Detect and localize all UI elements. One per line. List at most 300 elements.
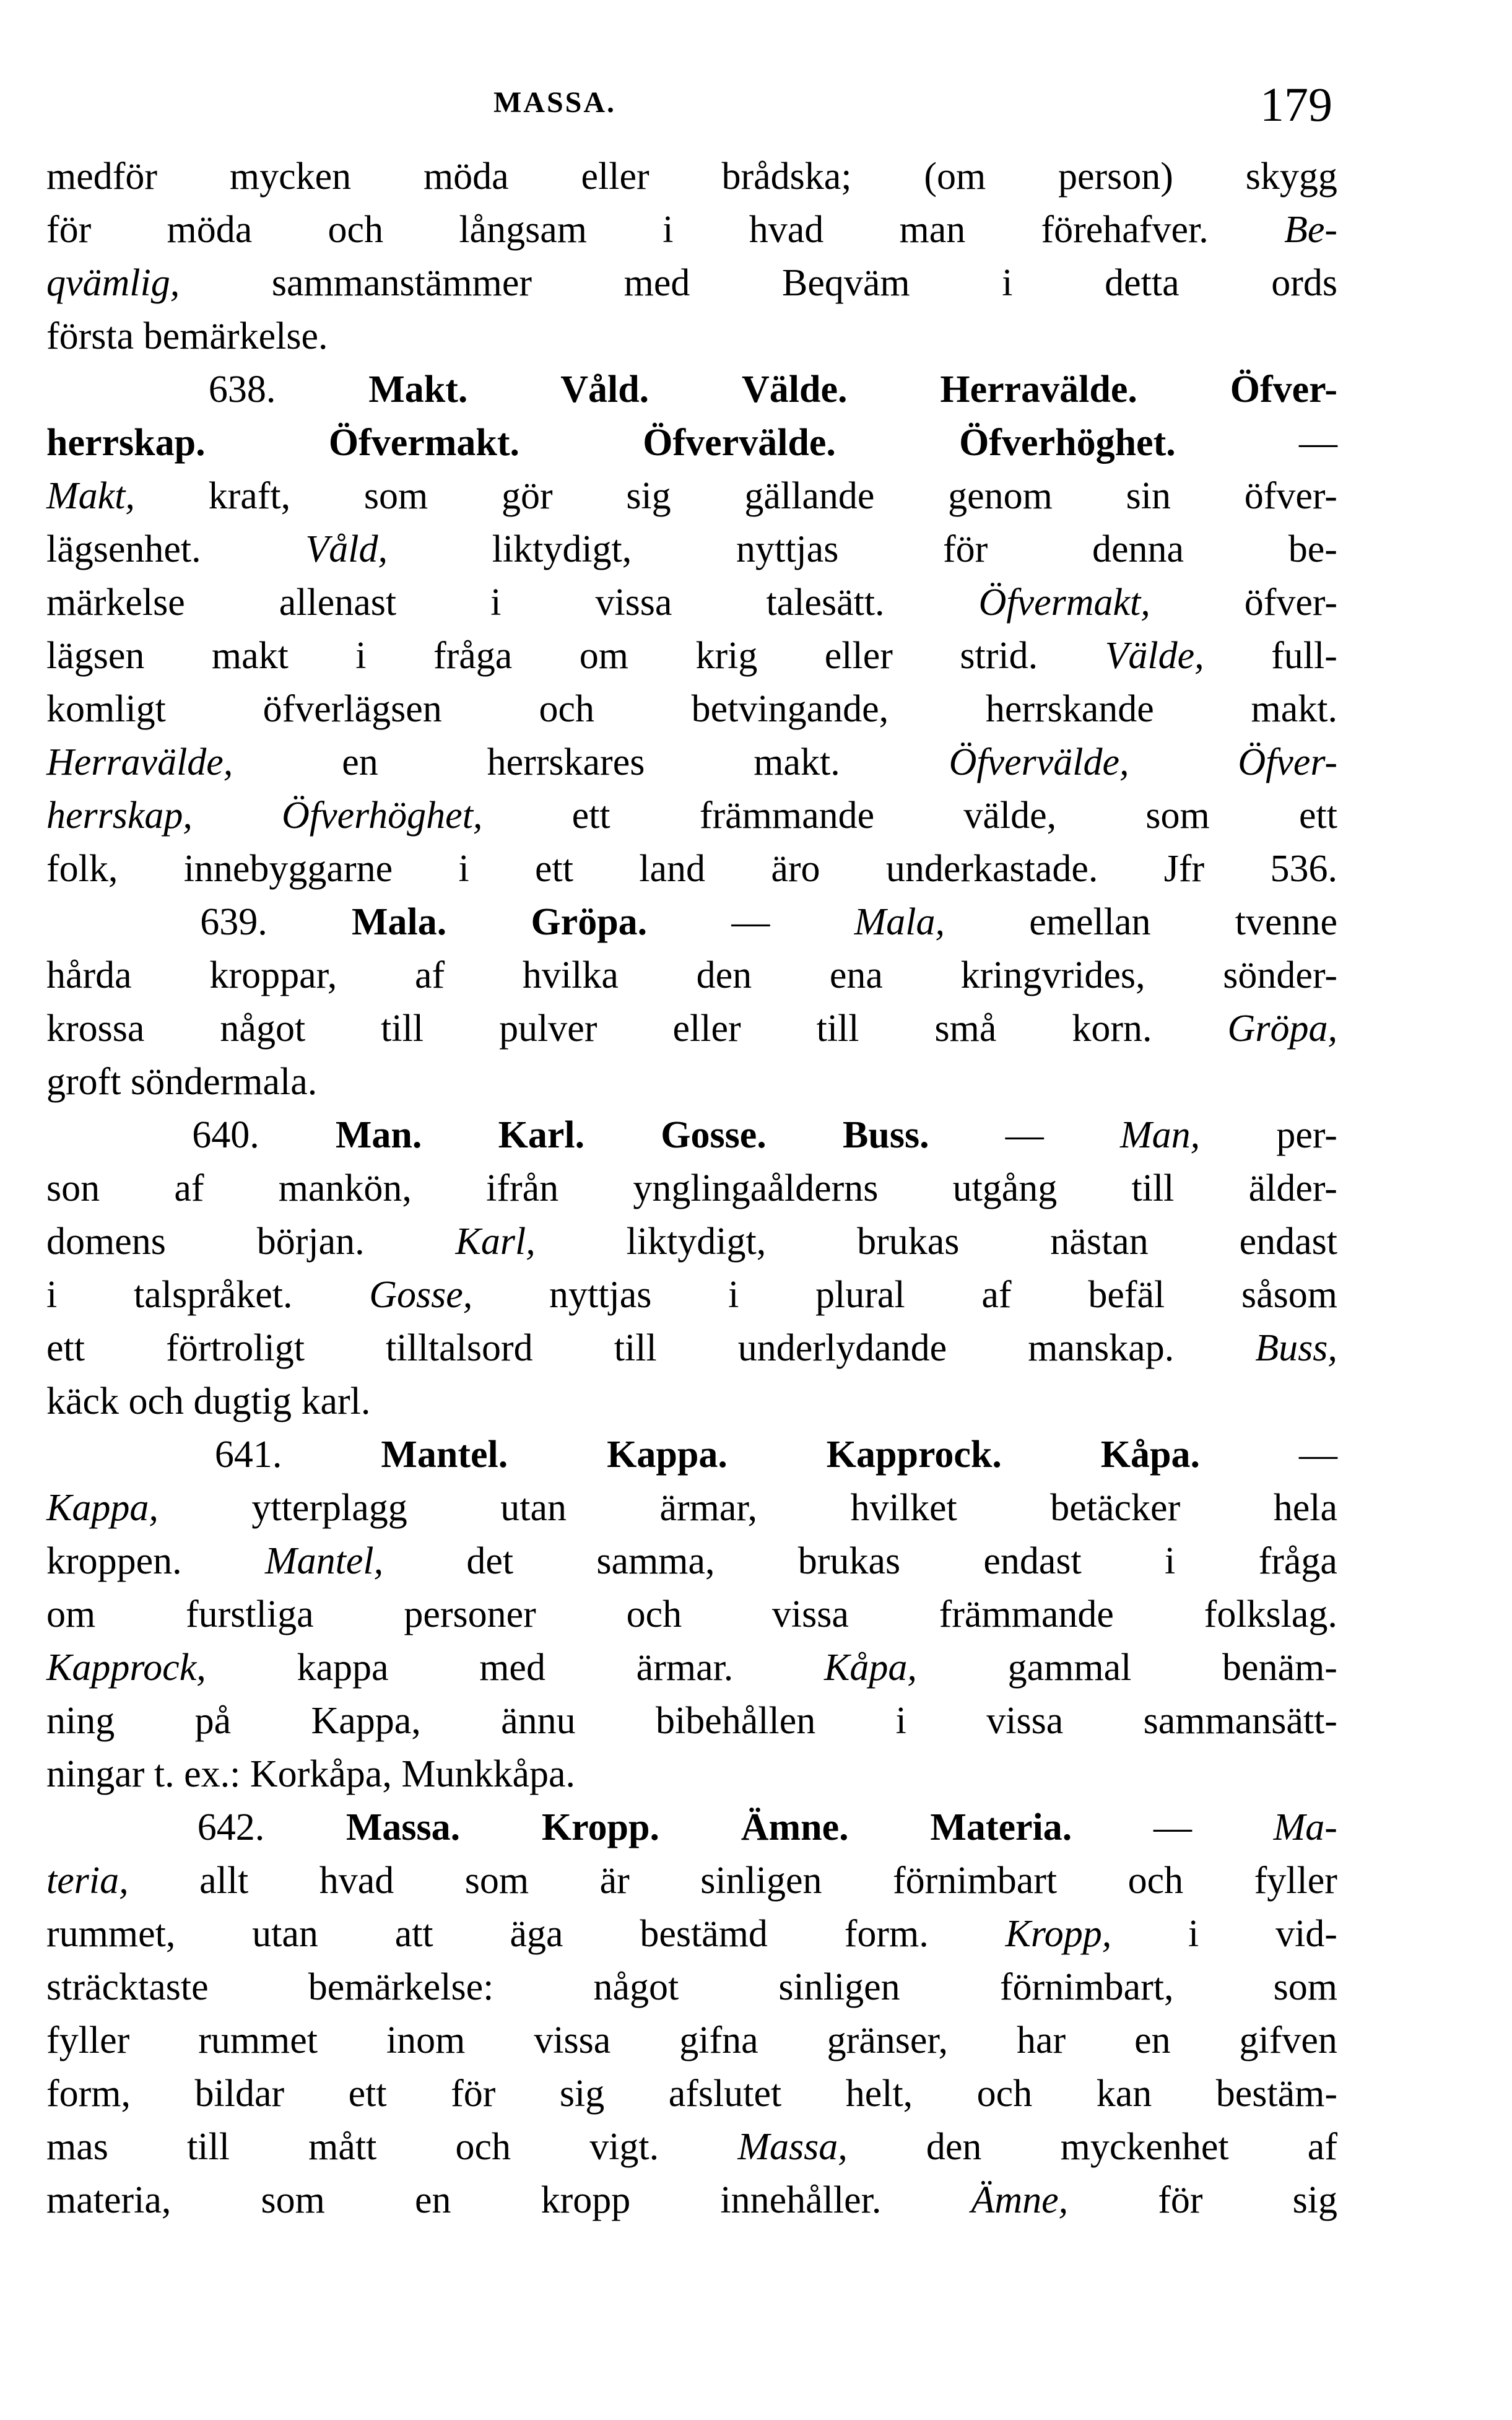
text-line — [46, 1162, 1337, 1215]
word: bemärkelse: — [308, 1966, 494, 2008]
word: fråga — [433, 635, 513, 677]
word: (om — [924, 155, 986, 198]
word: en — [1134, 2019, 1171, 2061]
word: små — [934, 1008, 997, 1050]
word: detta — [1105, 262, 1180, 304]
text-line — [46, 523, 1337, 576]
word: som — [464, 1860, 529, 1902]
word: eller — [581, 155, 650, 198]
word: käck och dugtig karl. — [46, 1380, 371, 1422]
text-line — [46, 1108, 1337, 1162]
word: vissa — [986, 1700, 1064, 1742]
word: utan — [500, 1487, 567, 1529]
word: hvad — [749, 209, 824, 251]
word: såsom — [1241, 1274, 1337, 1316]
word: i — [1002, 262, 1013, 304]
text-line — [46, 1961, 1337, 2014]
headword: Välde. — [742, 368, 848, 411]
word: märkelse — [46, 581, 185, 624]
word: af — [415, 954, 445, 996]
italic-term: Välde, — [1105, 635, 1204, 677]
word: bildar — [194, 2073, 285, 2115]
word: med — [623, 262, 690, 304]
word: myckenhet — [1060, 2126, 1229, 2168]
word: med — [479, 1647, 545, 1689]
word: domens — [46, 1221, 166, 1263]
word: fyller — [1254, 1860, 1337, 1902]
word: folk, — [46, 848, 118, 890]
word: för — [943, 528, 988, 570]
word: i — [1188, 1913, 1199, 1955]
word: bibehållen — [656, 1700, 816, 1742]
word: herrskares — [487, 741, 645, 783]
word: brukas — [797, 1540, 901, 1582]
italic-term: Massa, — [737, 2126, 848, 2168]
word: groft söndermala. — [46, 1061, 318, 1103]
word: till — [381, 1008, 424, 1050]
text-line — [46, 2120, 1337, 2174]
italic-term: Mantel, — [264, 1540, 384, 1582]
word: Kappa, — [311, 1700, 421, 1742]
word: kappa — [297, 1647, 389, 1689]
italic-term: Gröpa, — [1227, 1008, 1337, 1050]
word: ett — [534, 848, 573, 890]
text-line — [46, 2014, 1337, 2067]
text-line — [46, 1854, 1337, 1907]
word: komligt — [46, 688, 166, 730]
text-line — [46, 682, 1337, 736]
word: 639. — [200, 901, 267, 943]
italic-term: Kåpa, — [824, 1647, 917, 1689]
word: — — [1298, 1434, 1337, 1476]
text-line — [46, 2174, 1337, 2227]
word: ett — [348, 2073, 387, 2115]
text-line — [46, 629, 1337, 682]
word: till — [187, 2126, 230, 2168]
word: genom — [948, 475, 1053, 517]
word: som — [261, 2179, 325, 2221]
text-line — [46, 1534, 1337, 1588]
word: äga — [510, 1913, 563, 1955]
text-line — [46, 1801, 1337, 1854]
text-line — [46, 1321, 1337, 1375]
word: rummet — [198, 2019, 318, 2061]
word: långsam — [459, 209, 587, 251]
headword: Mantel. — [381, 1434, 508, 1476]
word: 641. — [214, 1434, 282, 1476]
word: öfverlägsen — [263, 688, 442, 730]
word: i — [355, 635, 367, 677]
word: brådska; — [721, 155, 852, 198]
text-line — [46, 1641, 1337, 1694]
text-line — [46, 310, 1337, 363]
word: vigt. — [589, 2126, 659, 2168]
word: — — [731, 901, 770, 943]
word: möda — [423, 155, 509, 198]
italic-term: Buss, — [1255, 1327, 1337, 1369]
word: skygg — [1245, 155, 1337, 198]
italic-term: Öfvermakt, — [978, 581, 1150, 624]
word: öfver- — [1244, 581, 1337, 624]
word: 536. — [1270, 848, 1337, 890]
headword: Massa. — [345, 1806, 461, 1848]
word: något — [593, 1966, 679, 2008]
word: i — [728, 1274, 739, 1316]
word: sönder- — [1223, 954, 1337, 996]
word: bestämd — [640, 1913, 768, 1955]
word: sinligen — [778, 1966, 900, 2008]
word: vid- — [1275, 1913, 1337, 1955]
word: ännu — [501, 1700, 576, 1742]
headword: herrskap. — [46, 422, 206, 464]
italic-term: Mala, — [854, 901, 945, 943]
text-line — [46, 842, 1337, 895]
headword: Materia. — [930, 1806, 1072, 1848]
headword: Öfver- — [1230, 368, 1337, 411]
word: allt — [199, 1860, 249, 1902]
word: främmande — [939, 1593, 1114, 1635]
word: i — [1165, 1540, 1176, 1582]
word: som — [1145, 794, 1210, 837]
text-line — [46, 1215, 1337, 1268]
word: brukas — [857, 1221, 960, 1263]
word: mas — [46, 2126, 108, 2168]
word: krossa — [46, 1008, 145, 1050]
word: underlydande — [737, 1327, 947, 1369]
word: personer — [404, 1593, 536, 1635]
word: ett — [46, 1327, 85, 1369]
text-line — [46, 2067, 1337, 2120]
text-line — [46, 203, 1337, 256]
word: emellan — [1029, 901, 1151, 943]
word: ärmar. — [636, 1647, 734, 1689]
word: makt. — [754, 741, 840, 783]
word: materia, — [46, 2179, 172, 2221]
text-line — [46, 1694, 1337, 1748]
italic-term: Kappa, — [46, 1487, 159, 1529]
word: son — [46, 1167, 100, 1209]
word: början. — [256, 1221, 365, 1263]
word: per- — [1276, 1114, 1337, 1156]
word: den — [926, 2126, 982, 2168]
text-line — [46, 789, 1337, 842]
word: endast — [1239, 1221, 1337, 1263]
headword: Mala. — [351, 901, 447, 943]
italic-term: Gosse, — [369, 1274, 473, 1316]
word: i — [46, 1274, 58, 1316]
running-head — [46, 77, 1337, 150]
headword: Kappa. — [607, 1434, 728, 1476]
word: talspråket. — [133, 1274, 293, 1316]
word: kraft, — [208, 475, 291, 517]
headword: Kropp. — [541, 1806, 659, 1848]
headword: Våld. — [560, 368, 650, 411]
word: full- — [1271, 635, 1337, 677]
word: hvilket — [850, 1487, 957, 1529]
word: öfver- — [1244, 475, 1337, 517]
italic-term: herrskap, — [46, 794, 193, 837]
italic-term: Be- — [1284, 209, 1337, 251]
word: vissa — [534, 2019, 611, 2061]
text-line — [46, 576, 1337, 629]
word: ytterplagg — [251, 1487, 407, 1529]
word: gammal — [1007, 1647, 1132, 1689]
word: främmande — [699, 794, 875, 837]
text-line — [46, 1748, 1337, 1801]
word: — — [1298, 422, 1337, 464]
text-line — [46, 1268, 1337, 1321]
word: betäcker — [1050, 1487, 1181, 1529]
word: ynglingaålderns — [633, 1167, 879, 1209]
word: be- — [1288, 528, 1337, 570]
word: liktydigt, — [626, 1221, 767, 1263]
word: och — [626, 1593, 682, 1635]
word: makt. — [1251, 688, 1337, 730]
word: person) — [1058, 155, 1173, 198]
word: första bemärkelse. — [46, 315, 328, 357]
word: och — [539, 688, 594, 730]
word: ningar t. ex.: Korkåpa, Munkkåpa. — [46, 1753, 575, 1795]
headword: Buss. — [843, 1114, 929, 1156]
word: ärmar, — [659, 1487, 758, 1529]
word: på — [194, 1700, 232, 1742]
word: till — [614, 1327, 657, 1369]
italic-term: Öfvervälde, — [949, 741, 1129, 783]
word: medför — [46, 155, 158, 198]
word: fråga — [1258, 1540, 1337, 1582]
word: förnimbart, — [999, 1966, 1174, 2008]
word: för — [46, 209, 92, 251]
word: Jfr — [1163, 848, 1205, 890]
word: och — [328, 209, 384, 251]
headword: Öfvermakt. — [328, 422, 520, 464]
italic-term: qvämlig, — [46, 262, 180, 304]
word: af — [981, 1274, 1012, 1316]
italic-term: Ma- — [1273, 1806, 1337, 1848]
word: helt, — [845, 2073, 913, 2115]
text-line — [46, 416, 1337, 469]
word: man — [899, 209, 966, 251]
word: nästan — [1050, 1221, 1149, 1263]
word: kroppar, — [209, 954, 337, 996]
word: liktydigt, — [492, 528, 632, 570]
word: gifven — [1239, 2019, 1337, 2061]
word: möda — [167, 209, 253, 251]
word: benäm- — [1222, 1647, 1337, 1689]
word: kan — [1096, 2073, 1152, 2115]
word: sig — [1292, 2179, 1337, 2221]
italic-term: teria, — [46, 1860, 129, 1902]
word: lägsenhet. — [46, 528, 201, 570]
word: hårda — [46, 954, 132, 996]
word: till — [816, 1008, 859, 1050]
text-line — [46, 949, 1337, 1002]
word: sinligen — [700, 1860, 822, 1902]
word: gällande — [744, 475, 875, 517]
headword: Gosse. — [661, 1114, 767, 1156]
text-line — [46, 1002, 1337, 1055]
word: fyller — [46, 2019, 130, 2061]
word: folkslag. — [1204, 1593, 1337, 1635]
word: till — [1131, 1167, 1175, 1209]
word: nyttjas — [736, 528, 839, 570]
word: talesätt. — [766, 581, 885, 624]
word: af — [1307, 2126, 1337, 2168]
word: 642. — [197, 1806, 265, 1848]
word: ett — [571, 794, 610, 837]
word: förehafver. — [1041, 209, 1209, 251]
word: af — [174, 1167, 204, 1209]
word: 640. — [192, 1114, 259, 1156]
word: eller — [824, 635, 893, 677]
headword: Gröpa. — [531, 901, 648, 943]
italic-term: Kropp, — [1005, 1913, 1112, 1955]
word: gifna — [679, 2019, 758, 2061]
italic-term: Våld, — [305, 528, 388, 570]
word: om — [579, 635, 628, 677]
text-line — [46, 736, 1337, 789]
word: betvingande, — [691, 688, 889, 730]
word: ett — [1298, 794, 1337, 837]
word: gränser, — [827, 2019, 949, 2061]
word: endast — [983, 1540, 1082, 1582]
italic-term: Öfver- — [1238, 741, 1337, 783]
italic-term: Karl, — [455, 1221, 536, 1263]
headword: Karl. — [498, 1114, 585, 1156]
word: furstliga — [185, 1593, 314, 1635]
word: eller — [672, 1008, 741, 1050]
word: kropp — [541, 2179, 631, 2221]
text-block — [46, 77, 1337, 2227]
word: om — [46, 1593, 96, 1635]
word: form. — [844, 1913, 929, 1955]
italic-term: Ämne, — [971, 2179, 1069, 2221]
word: — — [1153, 1806, 1192, 1848]
word: korn. — [1072, 1008, 1152, 1050]
word: i — [895, 1700, 906, 1742]
text-line — [46, 150, 1337, 203]
word: manskap. — [1028, 1327, 1175, 1369]
word: denna — [1092, 528, 1184, 570]
italic-term: Makt, — [46, 475, 135, 517]
word: bestäm- — [1215, 2073, 1337, 2115]
word: förtroligt — [166, 1327, 305, 1369]
body-copy — [46, 150, 1337, 2227]
headword: Herravälde. — [940, 368, 1137, 411]
word: har — [1016, 2019, 1066, 2061]
word: vissa — [771, 1593, 849, 1635]
word: det — [466, 1540, 514, 1582]
word: i — [663, 209, 674, 251]
headword: Öfvervälde. — [643, 422, 836, 464]
word: nyttjas — [549, 1274, 652, 1316]
italic-term: Herravälde, — [46, 741, 233, 783]
word: krig — [695, 635, 758, 677]
headword: Ämne. — [741, 1806, 849, 1848]
running-head-title: MASSA. — [493, 86, 617, 119]
word: något — [220, 1008, 306, 1050]
word: sig — [626, 475, 671, 517]
word: lägsen — [46, 635, 145, 677]
word: ning — [46, 1700, 115, 1742]
word: hvad — [319, 1860, 394, 1902]
text-line — [46, 895, 1337, 949]
word: afslutet — [668, 2073, 782, 2115]
word: underkastade. — [885, 848, 1098, 890]
word: ifrån — [486, 1167, 559, 1209]
word: innebyggarne — [183, 848, 393, 890]
word: och — [455, 2126, 511, 2168]
text-line — [46, 1588, 1337, 1641]
word: gör — [501, 475, 553, 517]
text-line — [46, 363, 1337, 416]
headword: Kapprock. — [826, 1434, 1002, 1476]
headword: Makt. — [368, 368, 468, 411]
word: sin — [1126, 475, 1171, 517]
italic-term: Kapprock, — [46, 1647, 206, 1689]
text-line — [46, 1428, 1337, 1481]
word: den — [696, 954, 752, 996]
word: rummet, — [46, 1913, 176, 1955]
word: vissa — [595, 581, 672, 624]
text-line — [46, 469, 1337, 523]
italic-term: Öfverhöghet, — [282, 794, 483, 837]
word: en — [342, 741, 378, 783]
word: och — [976, 2073, 1033, 2115]
word: pulver — [499, 1008, 597, 1050]
italic-term: Man, — [1120, 1114, 1201, 1156]
word: tvenne — [1235, 901, 1337, 943]
word: kroppen. — [46, 1540, 182, 1582]
word: för — [451, 2073, 496, 2115]
word: kringvrides, — [960, 954, 1145, 996]
word: 638. — [208, 368, 276, 411]
word: för — [1158, 2179, 1203, 2221]
text-line — [46, 1055, 1337, 1108]
word: sammansätt- — [1143, 1700, 1337, 1742]
word: sträcktaste — [46, 1966, 209, 2008]
headword: Kåpa. — [1100, 1434, 1201, 1476]
word: ords — [1271, 262, 1337, 304]
word: innehåller. — [720, 2179, 882, 2221]
word: mankön, — [278, 1167, 412, 1209]
word: inom — [386, 2019, 466, 2061]
word: älder- — [1248, 1167, 1337, 1209]
headword: Man. — [335, 1114, 422, 1156]
word: sig — [559, 2073, 605, 2115]
word: ena — [829, 954, 883, 996]
word: hvilka — [522, 954, 619, 996]
headword: Öfverhöghet. — [959, 422, 1176, 464]
word: tilltalsord — [386, 1327, 533, 1369]
word: är — [599, 1860, 630, 1902]
word: sammanstämmer — [271, 262, 532, 304]
word: samma, — [596, 1540, 715, 1582]
word: förnimbart — [893, 1860, 1058, 1902]
word: som — [363, 475, 428, 517]
word: herrskande — [985, 688, 1154, 730]
text-line — [46, 1375, 1337, 1428]
word: äro — [771, 848, 820, 890]
word: en — [414, 2179, 451, 2221]
word: hela — [1273, 1487, 1337, 1529]
word: att — [394, 1913, 433, 1955]
word: i — [458, 848, 469, 890]
word: — — [1005, 1114, 1044, 1156]
text-line — [46, 1907, 1337, 1961]
word: land — [639, 848, 706, 890]
word: välde, — [963, 794, 1057, 837]
